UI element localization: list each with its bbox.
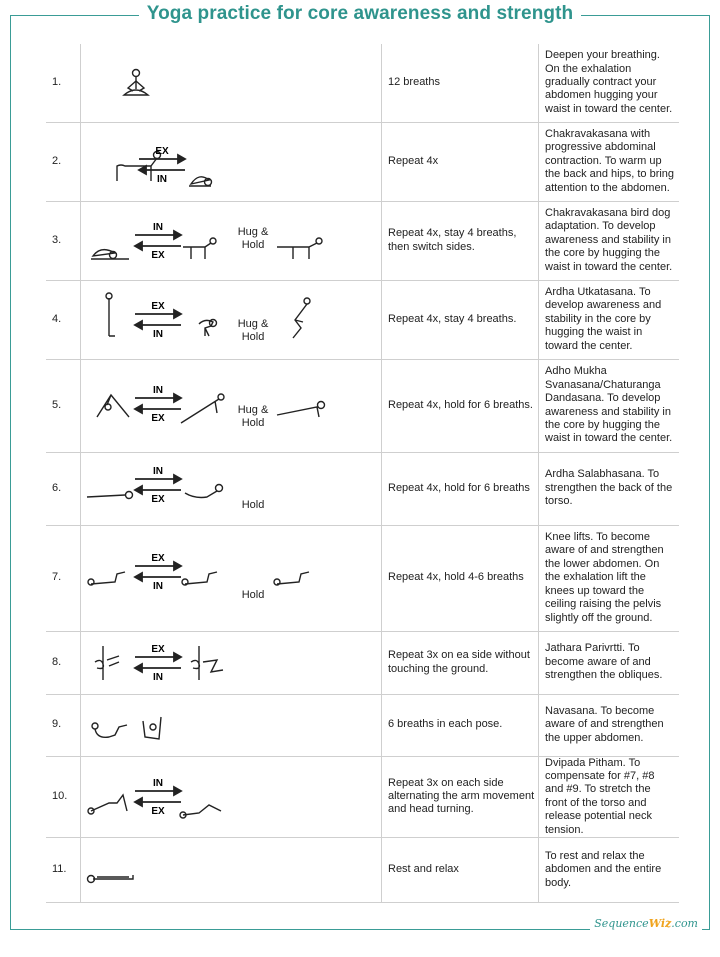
pose-figures: [81, 694, 382, 756]
arrow-bottom-label: EX: [151, 249, 165, 261]
knee-lift-pose-icon: [185, 572, 217, 584]
description: Chakravakasana bird dog adaptation. To develop awareness and stability in the core by hugging the waist in toward the center.: [539, 201, 680, 280]
breath-arrows-icon: [135, 475, 181, 494]
description: Jathara Parivrtti. To become aware of and strengthen the obliques.: [539, 631, 680, 694]
half-squat-pose-icon: [293, 304, 307, 338]
arrow-bottom-label: EX: [151, 805, 165, 817]
chaturanga-pose-icon: [277, 407, 319, 417]
supine-twist-pose-icon: [95, 646, 119, 680]
description: Chakravakasana with progressive abdominal contraction. To warm up the back and hips, to bring attention to the abdomen.: [539, 122, 680, 201]
table-row: [46, 280, 679, 359]
pose-figures: [81, 122, 382, 201]
repetitions: Repeat 4x, stay 4 breaths, then switch sides.: [382, 201, 539, 280]
page-title: Yoga practice for core awareness and strength: [139, 3, 582, 25]
arrow-top-label: EX: [151, 300, 165, 312]
bird-dog-pose-icon: [277, 243, 317, 259]
boat-pose-icon: [95, 725, 127, 737]
arrow-top-label: EX: [151, 643, 165, 655]
table-row: [46, 359, 679, 452]
row-number: 2.: [46, 122, 81, 201]
arrow-top-label: IN: [153, 221, 163, 233]
table-row: [46, 122, 679, 201]
repetitions: 12 breaths: [382, 44, 539, 122]
table-row: [46, 452, 679, 525]
description: Navasana. To become aware of and strengthen the upper abdomen.: [539, 694, 680, 756]
row-number: 8.: [46, 631, 81, 694]
table-row: [46, 44, 679, 122]
pose-figures: [81, 756, 382, 837]
repetitions: Repeat 4x, hold 4-6 breaths: [382, 525, 539, 631]
pose-figures: [81, 837, 382, 902]
description: Adho Mukha Svanasana/Chaturanga Dandasana. To develop awareness and stability in the core by hugging the waist in toward the center.: [539, 359, 680, 452]
arrow-top-label: EX: [155, 145, 169, 157]
forward-fold-pose-icon: [199, 320, 213, 336]
row-number: 11.: [46, 837, 81, 902]
plank-pose-icon: [181, 399, 219, 423]
row-number: 5.: [46, 359, 81, 452]
table-row: [46, 837, 679, 902]
arrow-top-label: IN: [153, 384, 163, 396]
pose-figures: [81, 201, 382, 280]
description: Knee lifts. To become aware of and strengthen the lower abdomen. On the exhalation lift the knees up toward the ceiling raising the pelvis slightly off the ground.: [539, 525, 680, 631]
downward-dog-pose-icon: [97, 395, 129, 417]
pose-figures: [81, 44, 382, 122]
table-row: [46, 631, 679, 694]
description: Ardha Utkatasana. To develop awareness and stability in the core by hugging the waist in toward the center.: [539, 280, 680, 359]
half-locust-pose-icon: [185, 491, 217, 498]
description: To rest and relax the abdomen and the entire body.: [539, 837, 680, 902]
boat-pose-icon: [143, 717, 161, 739]
repetitions: Repeat 3x on each side alternating the arm movement and head turning.: [382, 756, 539, 837]
repetitions: Rest and relax: [382, 837, 539, 902]
arrow-bottom-label: IN: [153, 581, 163, 592]
arrow-bottom-label: IN: [153, 671, 163, 683]
arrow-bottom-label: EX: [151, 493, 165, 505]
repetitions: Repeat 4x, hold for 6 breaths: [382, 452, 539, 525]
breath-arrows-icon: [135, 562, 181, 581]
brand-logo: SequenceWiz.com: [590, 917, 702, 930]
row-number: 4.: [46, 280, 81, 359]
breath-arrows-icon: [135, 653, 181, 672]
prone-pose-icon: [87, 495, 125, 497]
table-row: [46, 201, 679, 280]
pose-figures: [81, 452, 382, 525]
hold-label: Hug & Hold: [237, 317, 269, 343]
breath-arrows-icon: [139, 155, 185, 174]
standing-pose-icon: [109, 298, 115, 336]
row-number: 9.: [46, 694, 81, 756]
table-row: [46, 756, 679, 837]
supine-twist-pose-icon: [191, 646, 223, 680]
row-number: 3.: [46, 201, 81, 280]
pose-figures: [81, 359, 382, 452]
breath-arrows-icon: [135, 310, 181, 329]
arrow-top-label: IN: [153, 777, 163, 789]
hold-label: Hold: [241, 498, 265, 511]
pose-figures: [81, 280, 382, 359]
pose-figures: [81, 525, 382, 631]
savasana-pose-icon: [93, 875, 133, 879]
hold-label: Hug & Hold: [237, 225, 269, 251]
hold-label: Hug & Hold: [237, 403, 269, 429]
arrow-top-label: IN: [153, 465, 163, 477]
sequence-table: [46, 44, 679, 903]
row-number: 10.: [46, 756, 81, 837]
arrow-top-label: EX: [151, 553, 165, 564]
knee-lift-pose-icon: [91, 572, 125, 584]
table-row: [46, 694, 679, 756]
repetitions: Repeat 4x: [382, 122, 539, 201]
repetitions: 6 breaths in each pose.: [382, 694, 539, 756]
repetitions: Repeat 4x, hold for 6 breaths.: [382, 359, 539, 452]
knee-lift-pose-icon: [277, 572, 309, 584]
breath-arrows-icon: [135, 394, 181, 413]
description: Ardha Salabhasana. To strengthen the back of the torso.: [539, 452, 680, 525]
breath-arrows-icon: [135, 787, 181, 806]
row-number: 6.: [46, 452, 81, 525]
seated-meditation-figure-icon: [81, 45, 381, 121]
pose-figures: [81, 631, 382, 694]
row-number: 7.: [46, 525, 81, 631]
breath-arrows-icon: [135, 231, 181, 250]
tabletop-pose-icon: [183, 243, 211, 259]
repetitions: Repeat 4x, stay 4 breaths.: [382, 280, 539, 359]
description: Deepen your breathing. On the exhalation gradually contract your abdomen hugging your waist in toward the center.: [539, 44, 680, 122]
bridge-pose-icon: [91, 795, 127, 811]
row-number: 1.: [46, 44, 81, 122]
bridge-pose-icon: [183, 805, 221, 815]
hold-label: Hold: [241, 588, 265, 601]
arrow-bottom-label: IN: [157, 173, 167, 185]
arrow-bottom-label: IN: [153, 328, 163, 340]
repetitions: Repeat 3x on ea side without touching the ground.: [382, 631, 539, 694]
table-row: [46, 525, 679, 631]
description: Dvipada Pitham. To compensate for #7, #8 and #9. To stretch the front of the torso and release potential neck tension.: [539, 756, 680, 837]
arrow-bottom-label: EX: [151, 412, 165, 424]
